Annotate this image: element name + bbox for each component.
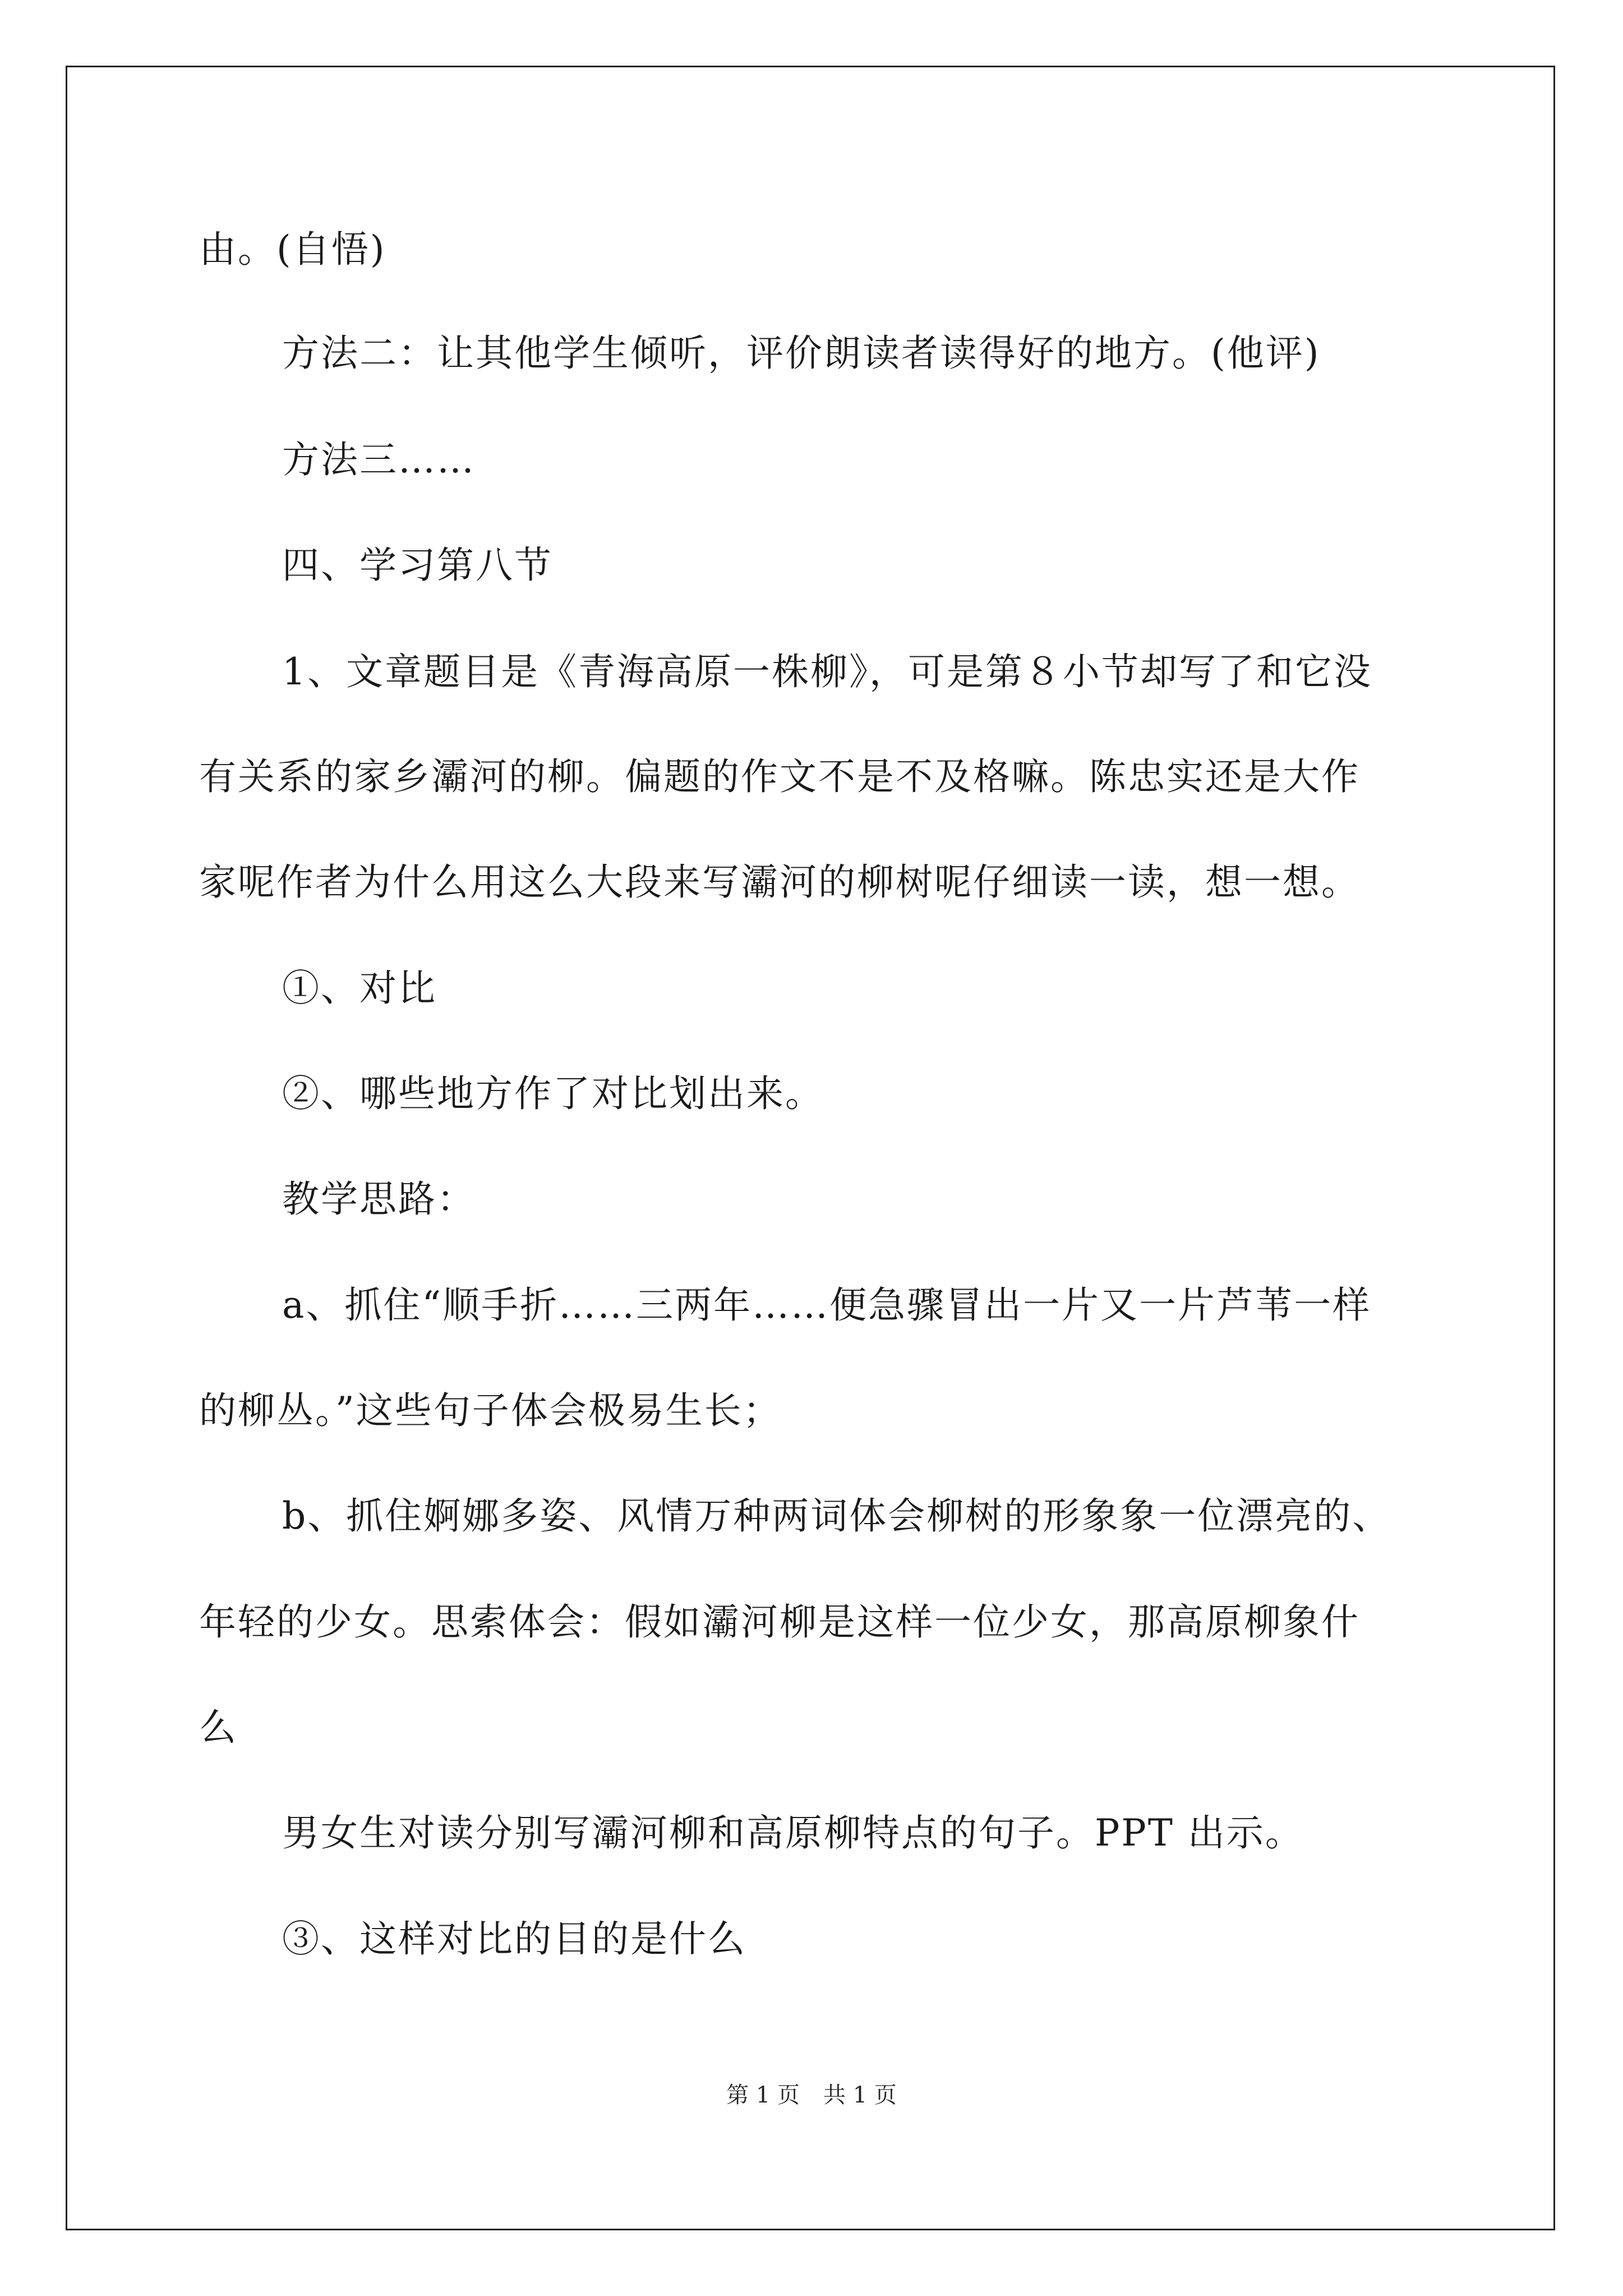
section-heading: 四、学习第八节 <box>282 544 553 587</box>
paragraph-line: 家呢作者为什么用这么大段来写灞河的柳树呢仔细读一读，想一想。 <box>199 861 1360 904</box>
paragraph-line: ①、对比 <box>282 967 437 1010</box>
paragraph-line: 由。(自悟) <box>199 228 386 271</box>
paragraph-line: 男女生对读分别写灞河柳和高原柳特点的句子。PPT 出示。 <box>282 1811 1304 1855</box>
paragraph-line: 1、文章题目是《青海高原一株柳》，可是第８小节却写了和它没 <box>282 650 1372 693</box>
page-number-total: 共 1 页 <box>823 2082 897 2108</box>
paragraph-line: 方法二：让其他学生倾听，评价朗读者读得好的地方。(他评) <box>282 332 1321 375</box>
page-number-current: 第 1 页 <box>726 2082 800 2108</box>
page-border <box>66 66 1555 2230</box>
paragraph-line: ②、哪些地方作了对比划出来。 <box>282 1072 824 1115</box>
paragraph-line: b、抓住婀娜多姿、风情万种两词体会柳树的形象象一位漂亮的、 <box>282 1494 1391 1538</box>
page-footer <box>0 2081 1623 2109</box>
paragraph-line: 的柳丛。”这些句子体会极易生长； <box>199 1389 782 1432</box>
paragraph-line: 有关系的家乡灞河的柳。偏题的作文不是不及格嘛。陈忠实还是大作 <box>199 755 1360 798</box>
paragraph-line: 教学思路： <box>282 1177 476 1221</box>
paragraph-line: 年轻的少女。思索体会：假如灞河柳是这样一位少女，那高原柳象什 <box>199 1600 1360 1644</box>
paragraph-line: 么 <box>199 1706 238 1749</box>
paragraph-line: 方法三…… <box>282 438 476 481</box>
paragraph-line: a、抓住“顺手折……三两年……便急骤冒出一片又一片芦苇一样 <box>282 1283 1372 1327</box>
paragraph-line: ③、这样对比的目的是什么 <box>282 1917 746 1961</box>
